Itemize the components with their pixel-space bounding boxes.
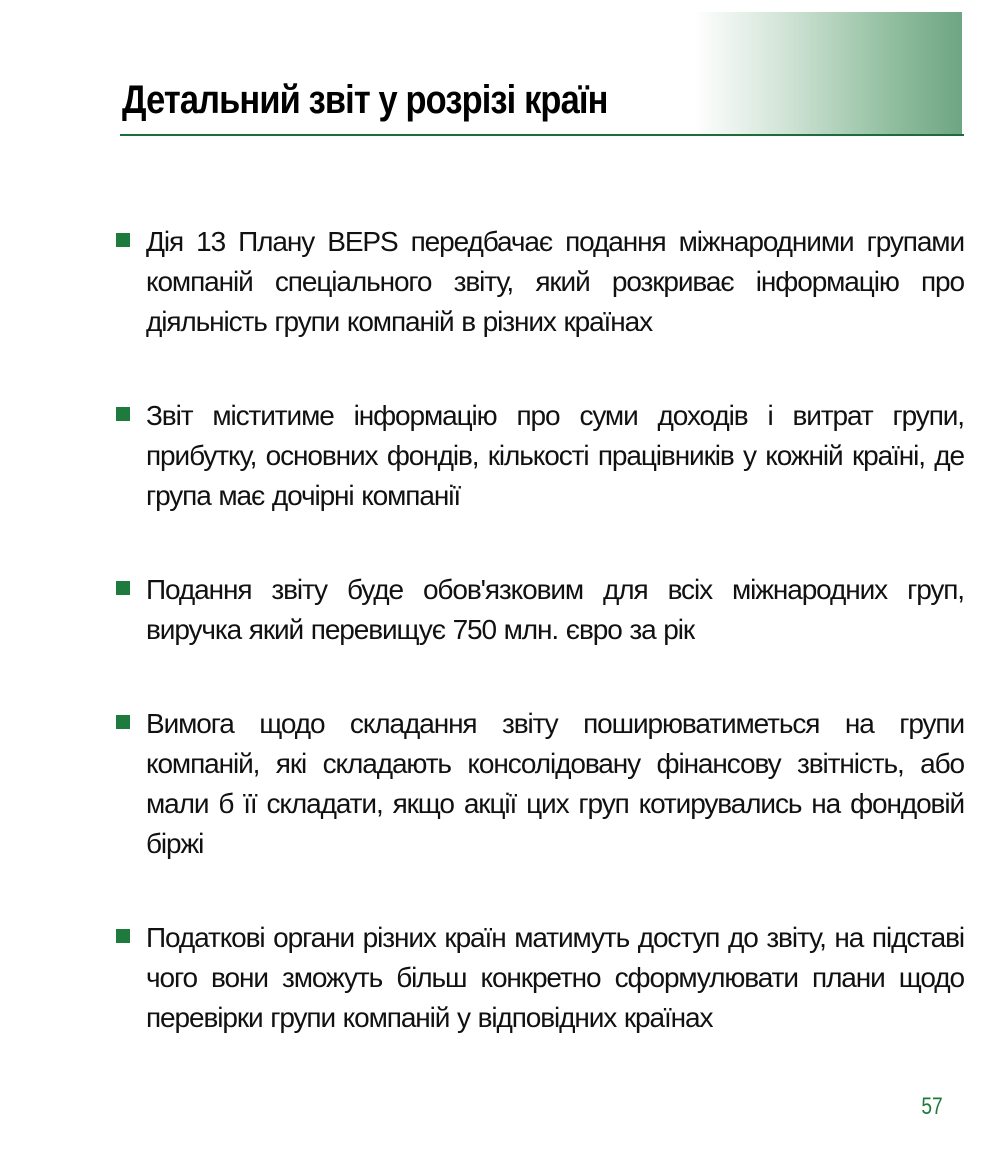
bullet-item	[114, 918, 964, 1038]
slide-title: Детальний звіт у розрізі країн	[122, 78, 608, 122]
bullet-text: Звіт міститиме інформацію про суми доходів і витрат групи, прибутку, основних фондів, кількості працівників у кожній країні, де група має дочірні компанії	[146, 400, 964, 511]
bullet-list	[114, 222, 964, 1092]
square-bullet-icon	[116, 929, 130, 943]
bullet-text: Вимога щодо складання звіту поширюватиметься на групи компаній, які складають консолідовану фінансову звітність, або мали б її складати, якщо акції цих груп котирувались на фондовій біржі	[146, 708, 964, 859]
bullet-item	[114, 222, 964, 342]
bullet-text: Подання звіту буде обов'язковим для всіх міжнародних груп, виручка який перевищує 750 млн. євро за рік	[146, 574, 964, 645]
bullet-item	[114, 704, 964, 864]
bullet-item	[114, 396, 964, 516]
bullet-text: Податкові органи різних країн матимуть доступ до звіту, на підставі чого вони зможуть більш конкретно сформулювати плани щодо перевірки групи компаній у відповідних країнах	[146, 922, 964, 1033]
square-bullet-icon	[116, 581, 130, 595]
page-number: 57	[921, 1093, 943, 1120]
bullet-item	[114, 570, 964, 650]
title-underline-rule	[120, 134, 964, 136]
header-gradient-band	[694, 12, 962, 134]
square-bullet-icon	[116, 233, 130, 247]
square-bullet-icon	[116, 715, 130, 729]
square-bullet-icon	[116, 407, 130, 421]
bullet-text: Дія 13 Плану BEPS передбачає подання міжнародними групами компаній спеціального звіту, який розкриває інформацію про діяльність групи компаній в різних країнах	[146, 226, 964, 337]
